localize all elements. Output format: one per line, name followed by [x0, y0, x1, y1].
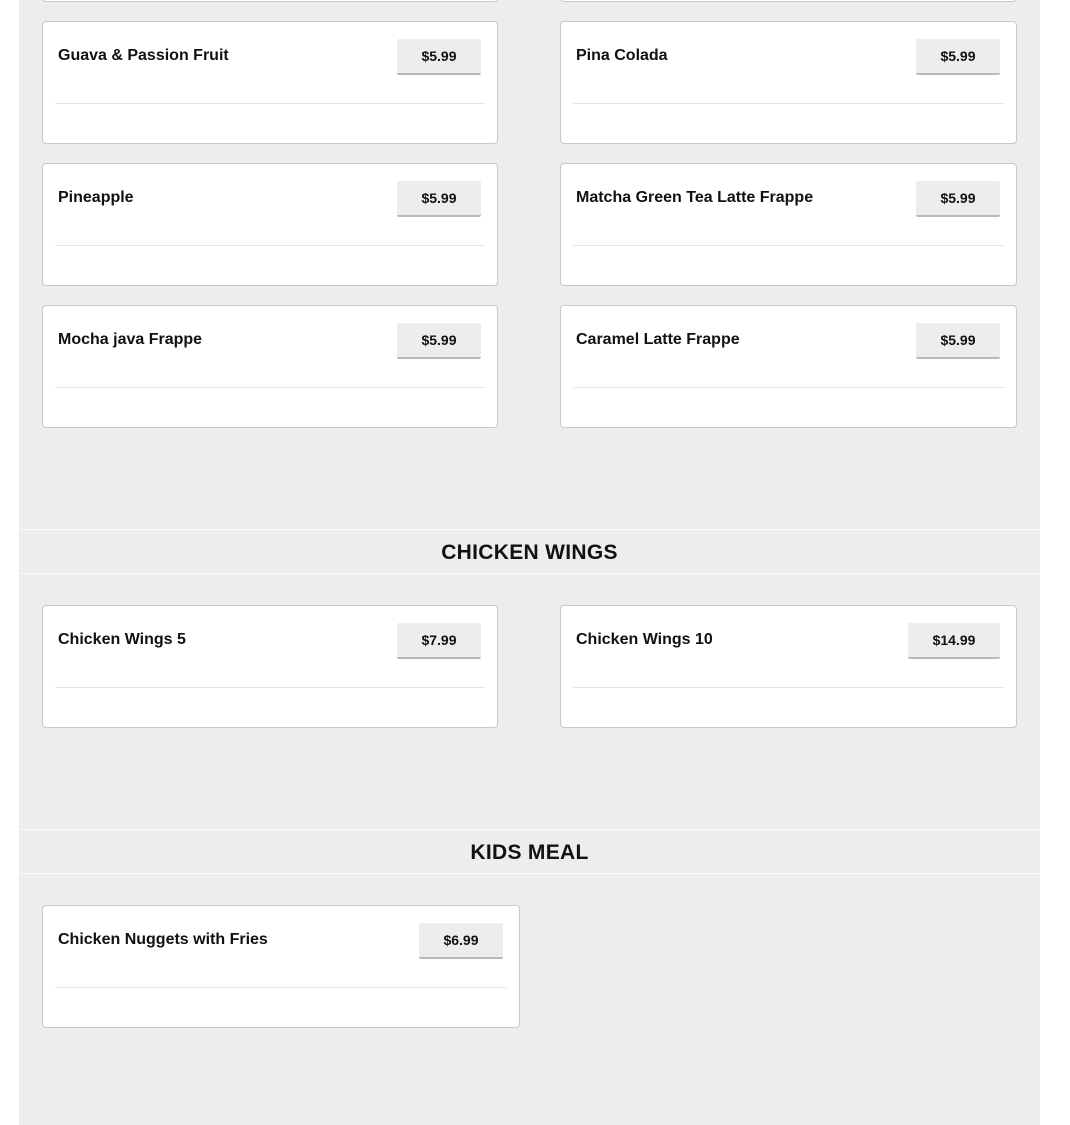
menu-item-card[interactable]	[42, 163, 498, 286]
divider	[55, 687, 485, 688]
divider	[55, 245, 485, 246]
menu-item-card[interactable]	[560, 605, 1017, 728]
menu-item-card[interactable]	[560, 21, 1017, 144]
menu-item-price-button[interactable]: $5.99	[397, 181, 481, 217]
menu-item-card[interactable]	[42, 21, 498, 144]
menu-item-card[interactable]	[42, 305, 498, 428]
menu-item-name: Caramel Latte Frappe	[576, 331, 740, 348]
menu-item-price-button[interactable]: $7.99	[397, 623, 481, 659]
menu-item-price-button[interactable]: $6.99	[419, 923, 503, 959]
menu-item-name: Guava & Passion Fruit	[58, 47, 229, 64]
menu-item-name: Chicken Wings 10	[576, 631, 713, 648]
divider	[55, 987, 507, 988]
menu-item-name: Chicken Wings 5	[58, 631, 186, 648]
menu-item-name: Matcha Green Tea Latte Frappe	[576, 189, 814, 206]
divider	[573, 103, 1004, 104]
divider	[55, 387, 485, 388]
menu-item-name: Mocha java Frappe	[58, 331, 203, 348]
menu-item-card[interactable]	[42, 605, 498, 728]
menu-item-price-button[interactable]: $5.99	[916, 323, 1000, 359]
menu-item-price-button[interactable]: $5.99	[916, 39, 1000, 75]
menu-item-card[interactable]	[42, 905, 520, 1028]
menu-item-card-partial	[42, 0, 498, 2]
divider	[573, 245, 1004, 246]
menu-item-price-button[interactable]: $14.99	[908, 623, 1000, 659]
divider	[573, 387, 1004, 388]
menu-item-price-button[interactable]: $5.99	[397, 323, 481, 359]
menu-item-card-partial	[560, 0, 1017, 2]
menu-item-name: Pineapple	[58, 189, 134, 206]
menu-item-name: Chicken Nuggets with Fries	[58, 931, 268, 948]
section-title-chicken-wings: CHICKEN WINGS	[19, 529, 1040, 574]
menu-item-card[interactable]	[560, 305, 1017, 428]
divider	[573, 687, 1004, 688]
section-title-kids-meal: KIDS MEAL	[19, 829, 1040, 874]
menu-item-card[interactable]	[560, 163, 1017, 286]
menu-item-name: Pina Colada	[576, 47, 668, 64]
menu-item-price-button[interactable]: $5.99	[397, 39, 481, 75]
divider	[55, 103, 485, 104]
menu-item-price-button[interactable]: $5.99	[916, 181, 1000, 217]
